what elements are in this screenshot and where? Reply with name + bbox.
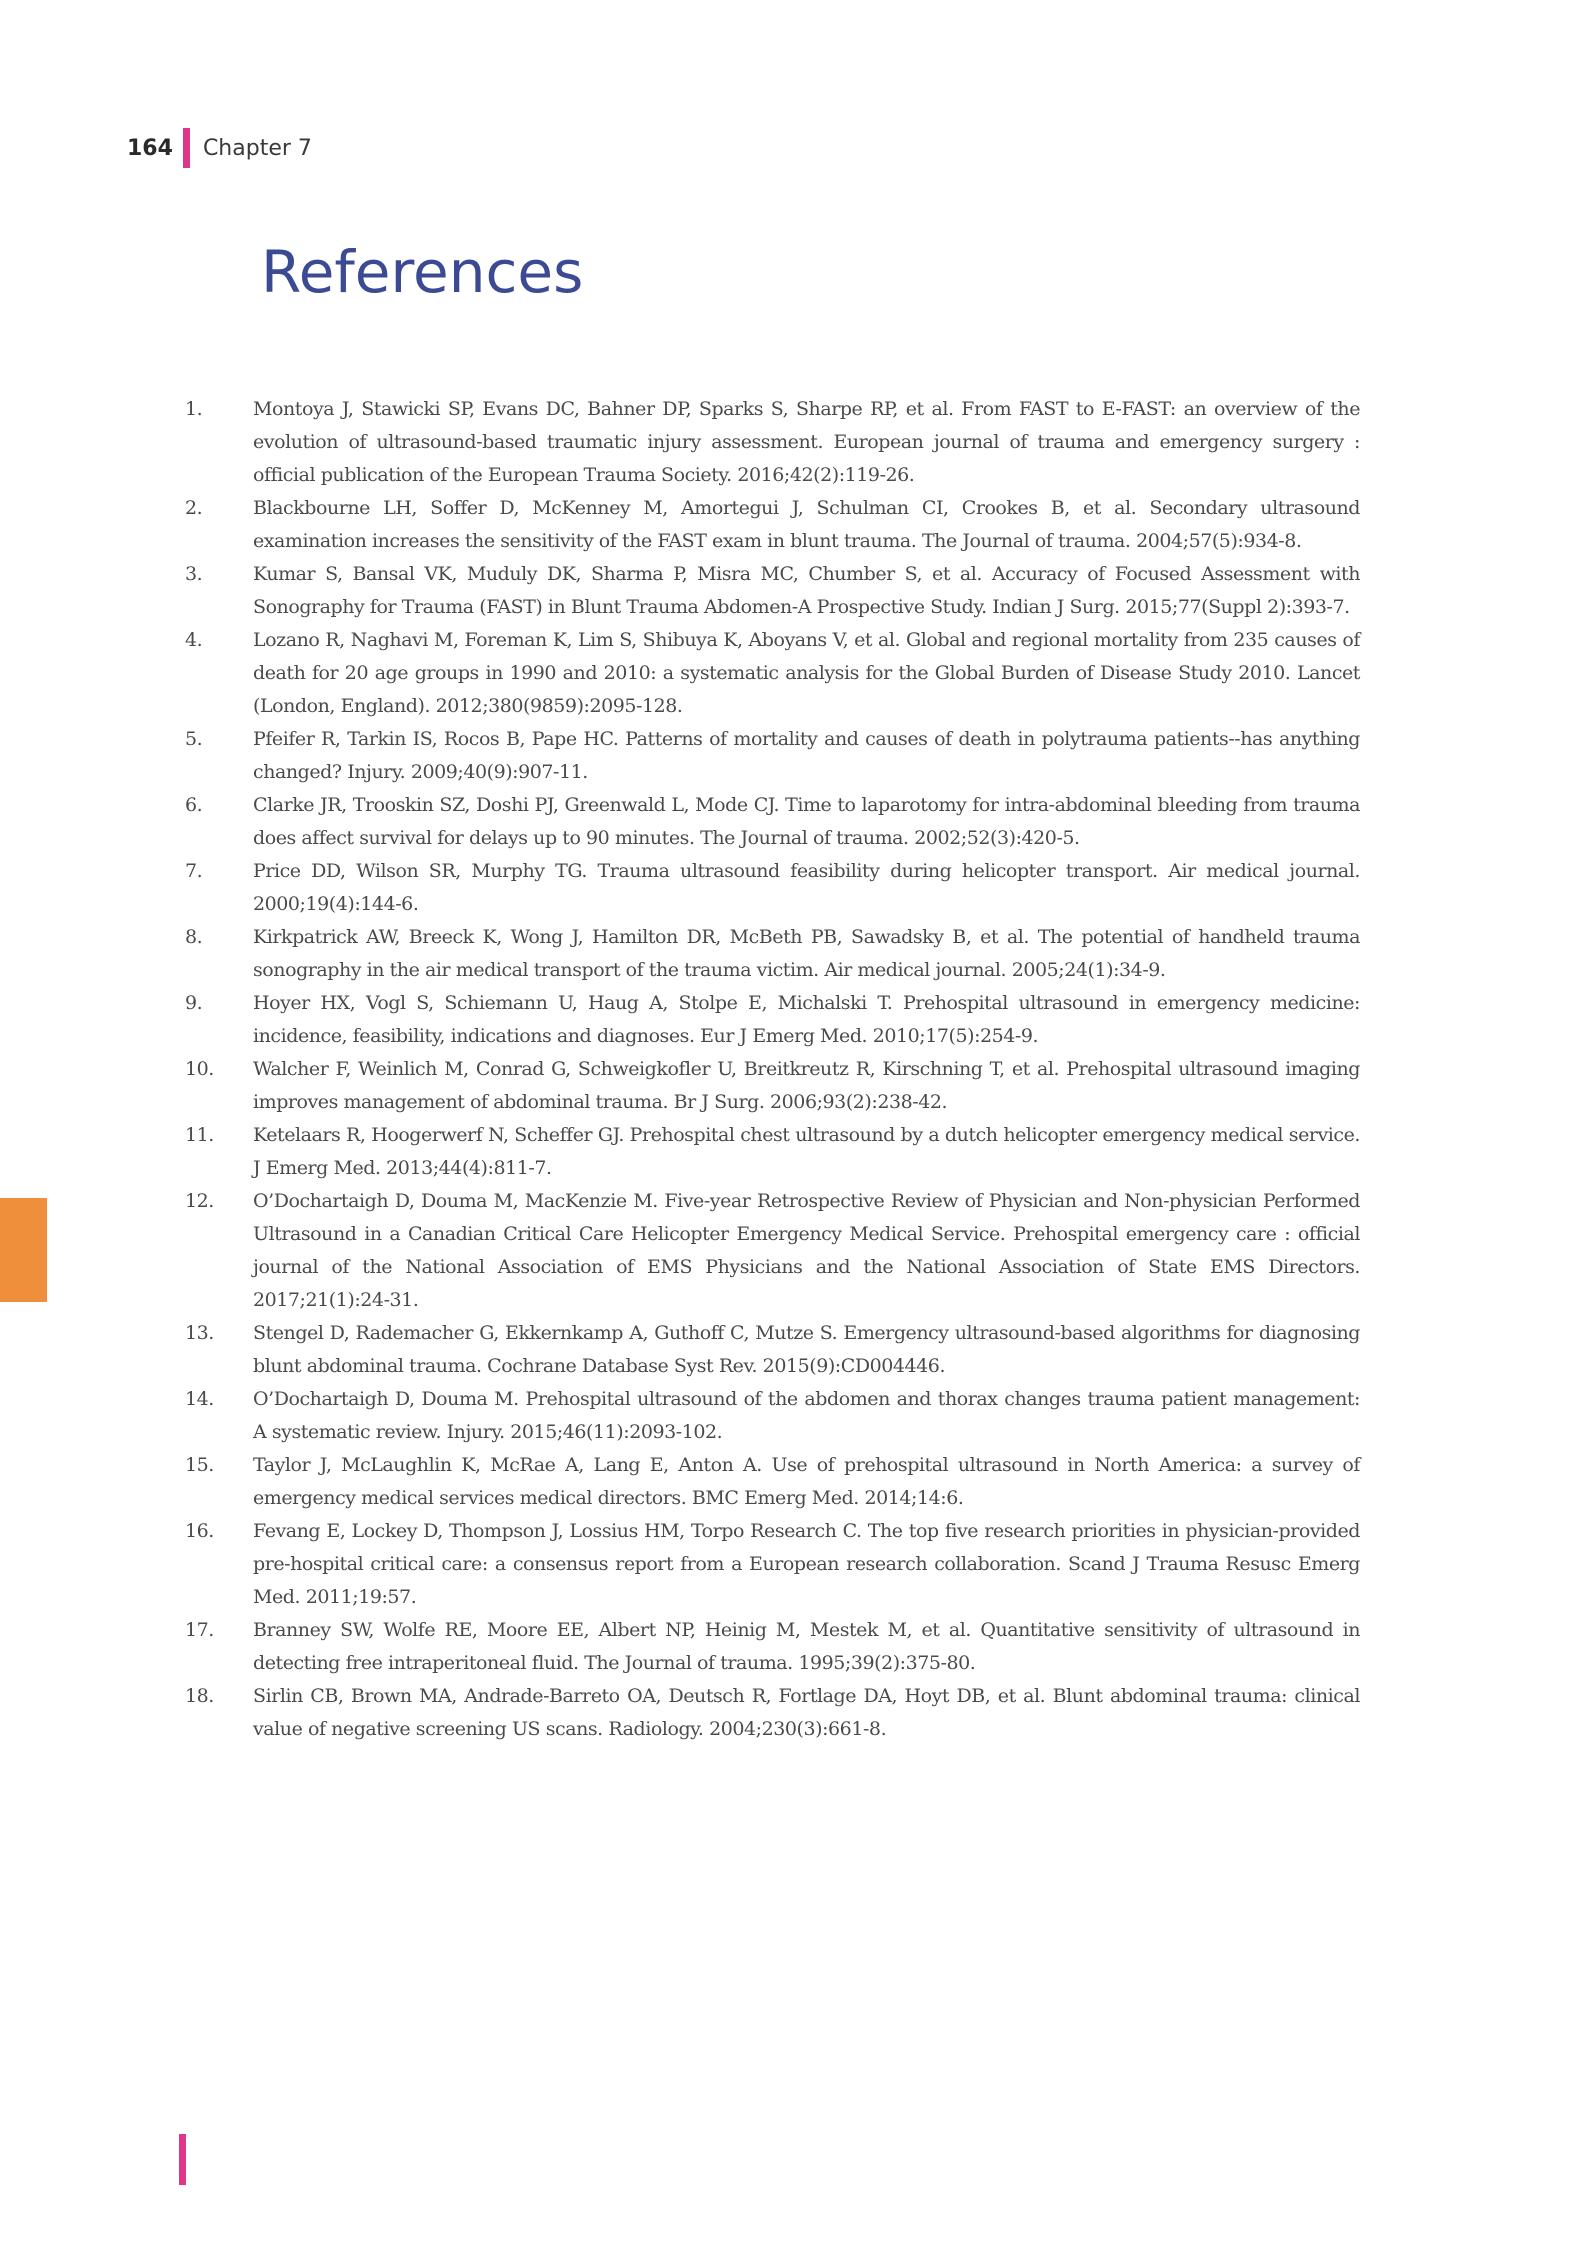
reference-text: Taylor J, McLaughlin K, McRae A, Lang E, Anton A. Use of prehospital ultrasound in North America: a survey of emergency medical services medical directors. BMC Emerg Med. 2014;14:6. xyxy=(253,1454,1360,1509)
reference-number: 9. xyxy=(185,992,203,1014)
reference-number: 5. xyxy=(185,728,203,750)
chapter-label: Chapter 7 xyxy=(202,135,312,161)
reference-item xyxy=(185,789,1360,855)
reference-item xyxy=(185,624,1360,723)
reference-item xyxy=(185,1317,1360,1383)
reference-text: Hoyer HX, Vogl S, Schiemann U, Haug A, Stolpe E, Michalski T. Prehospital ultrasound in emergency medicine: incidence, feasibility, indications and diagnoses. Eur J Emerg Med. 2010;17(5):254-9. xyxy=(253,992,1360,1047)
running-header xyxy=(127,128,312,168)
reference-text: Pfeifer R, Tarkin IS, Rocos B, Pape HC. Patterns of mortality and causes of death in polytrauma patients--has anything changed? Injury. 2009;40(9):907-11. xyxy=(253,728,1360,783)
reference-list xyxy=(185,393,1360,1746)
reference-number: 3. xyxy=(185,563,203,585)
reference-text: Clarke JR, Trooskin SZ, Doshi PJ, Greenwald L, Mode CJ. Time to laparotomy for intra-abdominal bleeding from trauma does affect survival for delays up to 90 minutes. The Journal of trauma. 2002;52(3):420-5. xyxy=(253,794,1360,849)
reference-item xyxy=(185,1449,1360,1515)
reference-number: 12. xyxy=(185,1190,214,1212)
reference-item xyxy=(185,1515,1360,1614)
reference-text: O’Dochartaigh D, Douma M. Prehospital ultrasound of the abdomen and thorax changes trauma patient management: A systematic review. Injury. 2015;46(11):2093-102. xyxy=(253,1388,1360,1443)
reference-number: 17. xyxy=(185,1619,214,1641)
reference-number: 4. xyxy=(185,629,203,651)
reference-text: Price DD, Wilson SR, Murphy TG. Trauma ultrasound feasibility during helicopter transport. Air medical journal. 2000;19(4):144-6. xyxy=(253,860,1360,915)
reference-number: 1. xyxy=(185,398,203,420)
reference-item xyxy=(185,393,1360,492)
reference-text: Walcher F, Weinlich M, Conrad G, Schweigkofler U, Breitkreutz R, Kirschning T, et al. Prehospital ultrasound imaging improves management of abdominal trauma. Br J Surg. 2006;93(2):238-42. xyxy=(253,1058,1360,1113)
reference-item xyxy=(185,492,1360,558)
reference-item xyxy=(185,921,1360,987)
reference-text: Blackbourne LH, Soffer D, McKenney M, Amortegui J, Schulman CI, Crookes B, et al. Secondary ultrasound examination increases the sensitivity of the FAST exam in blunt trauma. The Journal of trauma. 2004;57(5):934-8. xyxy=(253,497,1360,552)
reference-text: Branney SW, Wolfe RE, Moore EE, Albert NP, Heinig M, Mestek M, et al. Quantitative sensitivity of ultrasound in detecting free intraperitoneal fluid. The Journal of trauma. 1995;39(2):375-80. xyxy=(253,1619,1360,1674)
reference-number: 11. xyxy=(185,1124,214,1146)
reference-number: 8. xyxy=(185,926,203,948)
reference-text: Fevang E, Lockey D, Thompson J, Lossius HM, Torpo Research C. The top five research priorities in physician-provided pre-hospital critical care: a consensus report from a European research collaboration. Scand J Trauma Resusc Emerg Med. 2011;19:57. xyxy=(253,1520,1360,1608)
page-title: References xyxy=(261,238,584,306)
reference-item xyxy=(185,1614,1360,1680)
reference-text: Kirkpatrick AW, Breeck K, Wong J, Hamilton DR, McBeth PB, Sawadsky B, et al. The potential of handheld trauma sonography in the air medical transport of the trauma victim. Air medical journal. 2005;24(1):34-9. xyxy=(253,926,1360,981)
reference-number: 10. xyxy=(185,1058,214,1080)
reference-text: Ketelaars R, Hoogerwerf N, Scheffer GJ. Prehospital chest ultrasound by a dutch helicopter emergency medical service. J Emerg Med. 2013;44(4):811-7. xyxy=(253,1124,1360,1179)
reference-number: 13. xyxy=(185,1322,214,1344)
chapter-thumb-tab xyxy=(0,1198,47,1302)
reference-text: Kumar S, Bansal VK, Muduly DK, Sharma P, Misra MC, Chumber S, et al. Accuracy of Focused Assessment with Sonography for Trauma (FAST) in Blunt Trauma Abdomen-A Prospective Study. Indian J Surg. 2015;77(Suppl 2):393-7. xyxy=(253,563,1360,618)
reference-text: Lozano R, Naghavi M, Foreman K, Lim S, Shibuya K, Aboyans V, et al. Global and regional mortality from 235 causes of death for 20 age groups in 1990 and 2010: a systematic analysis for the Global Burden of Disease Study 2010. Lancet (London, England). 2012;380(9859):2095-128. xyxy=(253,629,1360,717)
reference-number: 18. xyxy=(185,1685,214,1707)
page-number: 164 xyxy=(127,135,173,161)
reference-text: Stengel D, Rademacher G, Ekkernkamp A, Guthoff C, Mutze S. Emergency ultrasound-based algorithms for diagnosing blunt abdominal trauma. Cochrane Database Syst Rev. 2015(9):CD004446. xyxy=(253,1322,1360,1377)
reference-item xyxy=(185,855,1360,921)
reference-number: 2. xyxy=(185,497,203,519)
reference-item xyxy=(185,1383,1360,1449)
reference-item xyxy=(185,987,1360,1053)
reference-number: 16. xyxy=(185,1520,214,1542)
reference-text: Montoya J, Stawicki SP, Evans DC, Bahner DP, Sparks S, Sharpe RP, et al. From FAST to E-FAST: an overview of the evolution of ultrasound-based traumatic injury assessment. European journal of trauma and emergency surgery : official publication of the European Trauma Society. 2016;42(2):119-26. xyxy=(253,398,1360,486)
reference-text: O’Dochartaigh D, Douma M, MacKenzie M. Five-year Retrospective Review of Physician and Non-physician Performed Ultrasound in a Canadian Critical Care Helicopter Emergency Medical Service. Prehospital emergency care : official journal of the National Association of EMS Physicians and the National Association of State EMS Directors. 2017;21(1):24-31. xyxy=(253,1190,1360,1311)
header-divider-bar xyxy=(183,128,190,168)
reference-number: 6. xyxy=(185,794,203,816)
reference-item xyxy=(185,1680,1360,1746)
reference-item xyxy=(185,1053,1360,1119)
reference-item xyxy=(185,1185,1360,1317)
reference-number: 7. xyxy=(185,860,203,882)
reference-item xyxy=(185,1119,1360,1185)
reference-text: Sirlin CB, Brown MA, Andrade-Barreto OA, Deutsch R, Fortlage DA, Hoyt DB, et al. Blunt abdominal trauma: clinical value of negative screening US scans. Radiology. 2004;230(3):661-8. xyxy=(253,1685,1360,1740)
reference-number: 15. xyxy=(185,1454,214,1476)
reference-number: 14. xyxy=(185,1388,214,1410)
footer-accent-bar xyxy=(179,2134,186,2185)
reference-item xyxy=(185,723,1360,789)
reference-item xyxy=(185,558,1360,624)
